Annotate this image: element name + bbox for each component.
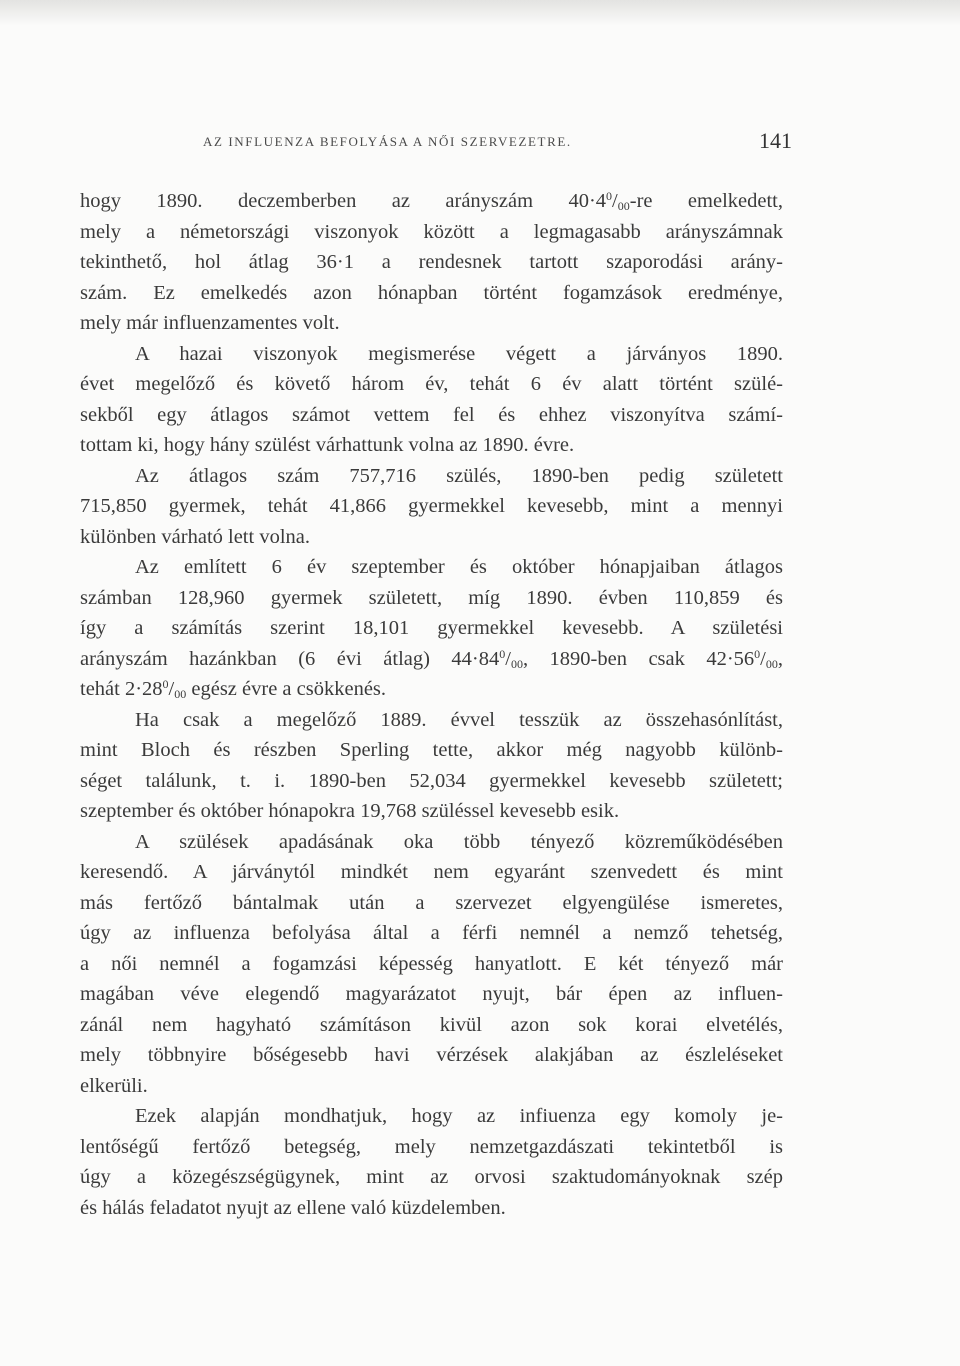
text-line: A hazai viszonyok megismerése végett a járványos 1890.	[135, 342, 783, 365]
text-line: A szülések apadásának oka több tényező közreműködésében	[135, 830, 783, 853]
text-line: keresendő. A járványtól mindkét nem egyaránt szenvedett és mint	[80, 861, 783, 883]
text-line: évet megelőző és követő három év, tehát 6 év alatt történt szülé-	[80, 373, 783, 395]
text-line: Ezek alapján mondhatjuk, hogy az infiuenza egy komoly je-	[135, 1105, 783, 1127]
text-line: Ha csak a megelőző 1889. évvel tesszük az összehasónlítást,	[135, 708, 783, 731]
text-line: úgy a közegészségügynek, mint az orvosi szaktudományoknak szép	[80, 1166, 783, 1188]
text-line: így a számítás szerint 18,101 gyermekkel kevesebb. A születési	[80, 617, 783, 639]
text-line: a női nemnél a fogamzási képesség hanyatlott. E két tényező már	[80, 952, 783, 975]
page-number: 141	[759, 128, 792, 153]
text-line: magában véve elegendő magyarázatot nyujt, bár épen az influen-	[80, 983, 783, 1005]
text-line: hogy 1890. deczemberben az arányszám $40\cdot 4^0/_{00}-re$ emelkedett,	[80, 189, 783, 213]
text-line: lentőségű fertőző betegség, mely nemzetgazdászati tekintetből is	[80, 1135, 783, 1158]
text-line: Az említett 6 év szeptember és október hónapjaiban átlagos	[135, 556, 783, 578]
text-line: séget találunk, t. i. 1890-ben 52,034 gyermekkel kevesebb született;	[80, 769, 783, 792]
body-text	[80, 186, 783, 1223]
text-line: és hálás feladatot nyujt az ellene való küzdelemben.	[80, 1196, 506, 1219]
text-line: mely a németországi viszonyok között a legmagasabb arányszámnak	[80, 220, 783, 243]
text-line: mely többnyire bőségesebb havi vérzések alakjában az észleléseket	[80, 1044, 783, 1066]
text-line: zánál nem hagyható számításon kivül azon sok korai elvetélés,	[80, 1013, 783, 1036]
text-line: mint Bloch és részben Sperling tette, akkor még nagyobb különb-	[80, 739, 783, 761]
text-line: különben várható lett volna.	[80, 525, 310, 548]
text-line: úgy az influenza befolyása által a férfi nemnél a nemző tehetség,	[80, 922, 783, 944]
text-line: 715,850 gyermek, tehát 41,866 gyermekkel kevesebb, mint a mennyi	[80, 495, 783, 517]
text-line: arányszám hazánkban (6 évi átlag) $44\cdot 84^0/_{00}$, 1890-ben csak $42\cdot 56^0/_{00}$,	[80, 646, 783, 671]
text-line: számban 128,960 gyermek született, míg 1890. évben 110,859 és	[80, 586, 783, 609]
text-line: szám. Ez emelkedés azon hónapban történt fogamzások eredménye,	[80, 281, 783, 304]
text-line: mely már influenzamentes volt.	[80, 312, 340, 334]
text-line: tehát $2\cdot 28^0/_{00}$ egész évre a csökkenés.	[80, 677, 387, 701]
text-line: Az átlagos szám 757,716 szülés, 1890-ben pedig született	[135, 464, 783, 487]
text-line: elkerüli.	[80, 1074, 148, 1097]
text-line: sekből egy átlagos számot vettem fel és ehhez viszonyítva számí-	[80, 403, 783, 426]
text-line: szeptember és október hónapokra 19,768 szüléssel kevesebb esik.	[80, 800, 620, 822]
text-line: más fertőző bántalmak után a szervezet elgyengülése ismeretes,	[80, 891, 783, 914]
scan-edge-shadow	[0, 0, 960, 26]
running-title: AZ INFLUENZA BEFOLYÁSA A NŐI SZERVEZETRE.	[203, 134, 572, 149]
text-line: tottam ki, hogy hány szülést várhattunk volna az 1890. évre.	[80, 434, 575, 456]
text-line: tekinthető, hol átlag 36·1 a rendesnek tartott szaporodási arány-	[80, 251, 783, 273]
